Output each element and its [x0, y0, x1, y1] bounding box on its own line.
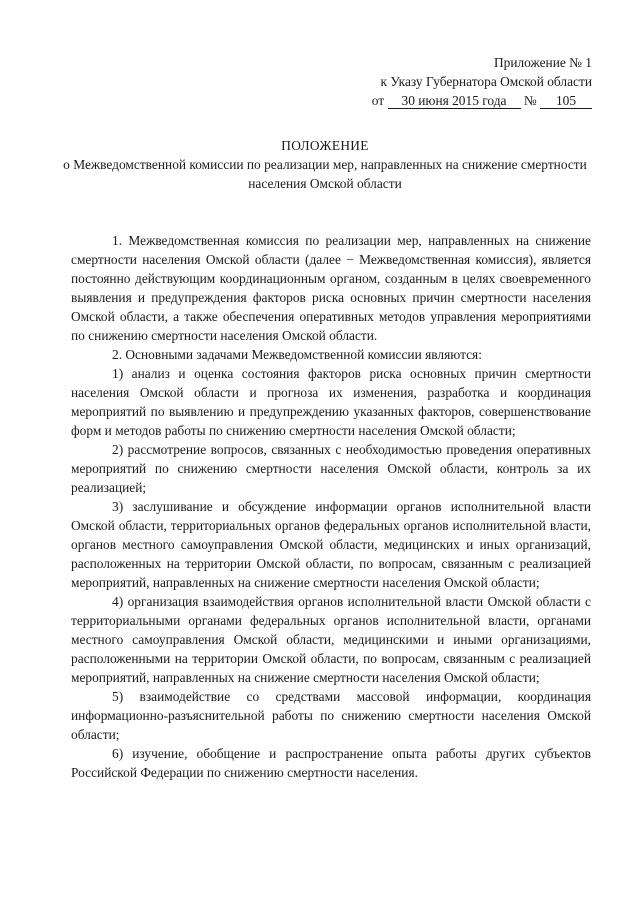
number-prefix: №: [523, 93, 537, 108]
document-subtitle: о Межведомственной комиссии по реализации мер, направленных на снижение смертности населения Омской области: [63, 157, 587, 191]
appendix-date-line: [330, 91, 592, 110]
appendix-decree-reference: к Указу Губернатора Омской области: [380, 74, 592, 89]
decree-number: 105: [540, 93, 592, 109]
document-body: [71, 231, 591, 782]
document-heading: [60, 136, 590, 193]
appendix-header: [330, 53, 592, 110]
paragraph-1: 1. Межведомственная комиссия по реализации мер, направленных на снижение смертности населения Омской области (далее − Межведомственная комиссия), является постоянно действующим координационным органом, созданным в целях своевременного выявления и предупреждения факторов риска основных причин смертности населения Омской области, а также обеспечения оперативных методов управления мероприятиями по снижению смертности населения Омской области.: [71, 233, 591, 343]
appendix-title: Приложение № 1: [493, 55, 592, 70]
task-item-3: 3) заслушивание и обсуждение информации органов исполнительной власти Омской области, территориальных органов федеральных органов исполнительной власти, органов местного самоуправления Омской области, медицинских и иных организаций, расположенных на территории Омской области, по вопросам, связанным с реализацией мероприятий, направленных на снижение смертности населения Омской области;: [71, 499, 591, 590]
decree-date: 30 июня 2015 года: [388, 93, 521, 109]
task-item-1: 1) анализ и оценка состояния факторов риска основных причин смертности населения Омской области и прогноза их изменения, разработка и координация мероприятий по выявлению и предупреждению указанных факторов, совершенствование форм и методов работы по снижению смертности населения Омской области;: [71, 366, 591, 438]
task-item-5: 5) взаимодействие со средствами массовой информации, координация информационно-разъяснительной работы по снижению смертности населения Омской области;: [71, 689, 591, 742]
task-item-2: 2) рассмотрение вопросов, связанных с необходимостью проведения оперативных мероприятий по снижению смертности населения Омской области, контроль за их реализацией;: [71, 442, 591, 495]
paragraph-2: 2. Основными задачами Межведомственной комиссии являются:: [112, 347, 482, 362]
task-item-4: 4) организация взаимодействия органов исполнительной власти Омской области с территориальными органами федеральных органов исполнительной власти, органами местного самоуправления Омской области, медицинскими и иными организациями, расположенными на территории Омской области, по вопросам, связанным с реализацией мероприятий, направленных на снижение смертности населения Омской области;: [71, 594, 591, 685]
date-prefix: от: [371, 93, 385, 108]
document-title: ПОЛОЖЕНИЕ: [281, 138, 369, 153]
task-item-6: 6) изучение, обобщение и распространение опыта работы других субъектов Российской Федерации по снижению смертности населения.: [71, 746, 591, 780]
